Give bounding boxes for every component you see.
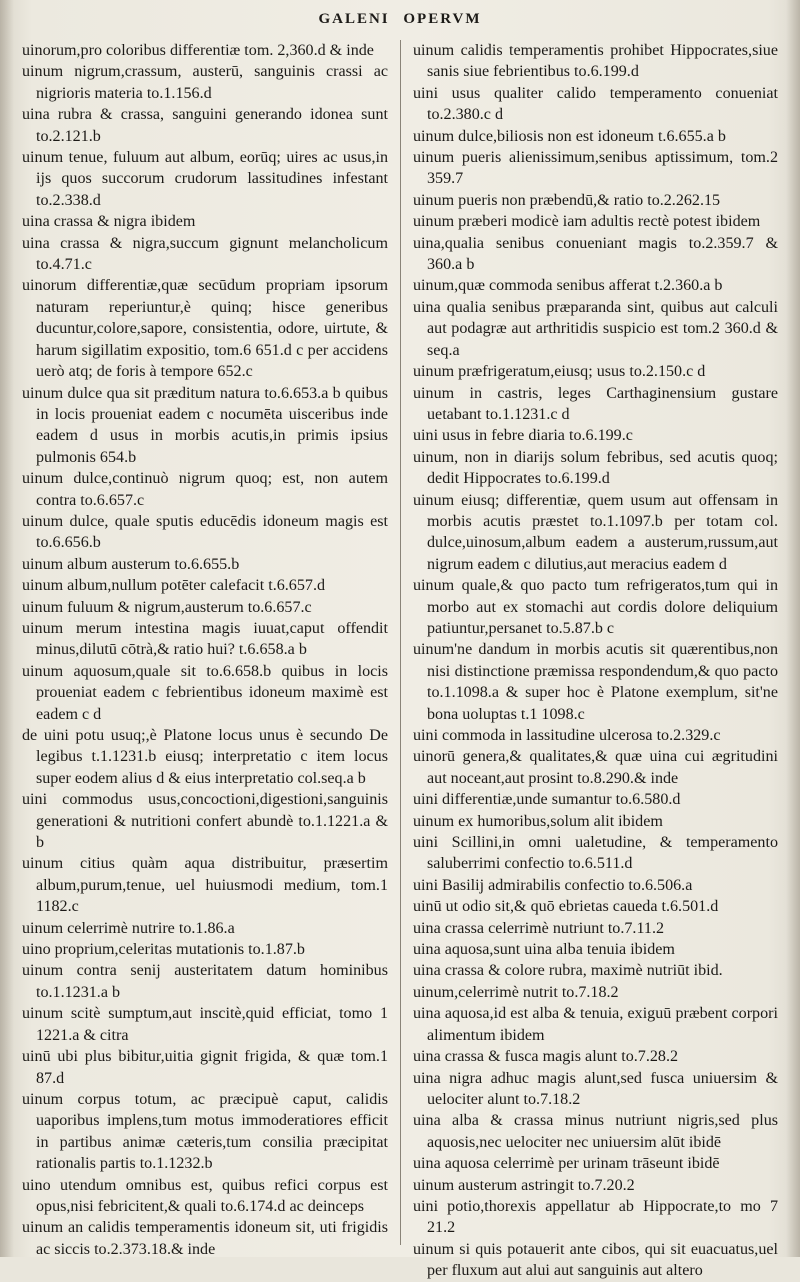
- index-columns: [22, 40, 778, 1280]
- header-word-operum: OPERVM: [403, 11, 482, 27]
- index-entry: uini Scillini,in omni ualetudine, & temperamento saluberrimi confectio to.6.511.d: [413, 834, 778, 873]
- index-entry: uinum aquosum,quale sit to.6.658.b quibus in locis proueniat eadem c febrientibus idoneum maximè est eadem c d: [22, 662, 388, 723]
- index-entry: uinum scitè sumptum,aut inscitè,quid efficiat, tomo 1 1221.a & citra: [22, 1005, 388, 1044]
- index-entry: uini usus in febre diaria to.6.199.c: [413, 427, 633, 445]
- index-entry: uina aquosa celerrimè per urinam trāseunt ibidē: [413, 1155, 720, 1173]
- index-entry: uina crassa & fusca magis alunt to.7.28.2: [413, 1048, 679, 1066]
- index-entry: uinum album,nullum potēter calefacit t.6.657.d: [22, 577, 326, 595]
- index-entry: uini Basilij admirabilis confectio to.6.506.a: [413, 876, 693, 894]
- index-entry: uina rubra & crassa, sanguini generando idonea sunt to.2.121.b: [22, 106, 388, 145]
- index-entry: uinum calidis temperamentis prohibet Hippocrates,siue sanis siue febrientibus to.6.199.d: [413, 42, 778, 81]
- index-entry: uinum dulce, quale sputis educēdis idoneum magis est to.6.656.b: [22, 512, 388, 552]
- index-entry: uino proprium,celeritas mutationis to.1.87.b: [22, 941, 305, 959]
- index-entry: uini usus qualiter calido temperamento conueniat to.2.380.c d: [413, 84, 778, 124]
- left-column: [22, 40, 400, 1258]
- index-entry: uina,qualia senibus conueniant magis to.2.359.7 & 360.a b: [413, 234, 778, 274]
- right-column: [400, 40, 778, 1280]
- index-entry: uinorum differentiæ,quæ secūdum propriam ipsorum naturam reperiuntur,è quinq; hisce generibus ducuntur,colore,sapore, consistentia, odore, uirtute, & harum sigillatim expositio, tom.6 651.d c per accidens uerò atq; de foris à tempore 652.c: [22, 277, 388, 381]
- index-entry: uini differentiæ,unde sumantur to.6.580.d: [413, 791, 681, 809]
- index-entry: uinorum,pro coloribus differentiæ tom. 2,360.d & inde: [22, 42, 374, 59]
- index-entry: uinum,quæ commoda senibus afferat t.2.360.a b: [413, 277, 723, 295]
- index-entry: uinum tenue, fuluum aut album, eorūq; uires ac usus,in ijs quos succorum crudorum lassitudines infestant to.2.338.d: [22, 149, 388, 209]
- index-entry: uinū ubi plus bibitur,uitia gignit frigida, & quæ tom.1 87.d: [22, 1048, 388, 1087]
- index-entry: uinum dulce,continuò nigrum quoq; est, non autem contra to.6.657.c: [22, 470, 388, 509]
- index-entry: uina crassa & colore rubra, maximè nutriūt ibid.: [413, 962, 723, 980]
- index-entry: uini commodus usus,concoctioni,digestioni,sanguinis generationi & nutritioni confert abundè to.1.1221.a & b: [22, 791, 388, 852]
- index-entry: uinum nigrum,crassum, austerū, sanguinis crassi ac nigrioris materia to.1.156.d: [22, 63, 388, 102]
- index-entry: uina crassa & nigra ibidem: [22, 213, 196, 231]
- index-entry: uina crassa & nigra,succum gignunt melancholicum to.4.71.c: [22, 234, 388, 274]
- index-entry: uini commoda in lassitudine ulcerosa to.2.329.c: [413, 727, 721, 744]
- index-entry: uinum celerrimè nutrire to.1.86.a: [22, 919, 235, 937]
- index-entry: uina alba & crassa minus nutriunt nigris,sed plus aquosis,nec uelociter nec uniuersim alūt ibidē: [413, 1112, 778, 1151]
- index-entry: uina aquosa,id est alba & tenuia, exiguū præbent corpori alimentum ibidem: [413, 1005, 778, 1044]
- index-entry: uina aquosa,sunt uina alba tenuia ibidem: [413, 941, 675, 959]
- index-entry: uinum merum intestina magis iuuat,caput offendit minus,dilutū cōtrà,& ratio hui? t.6.658.a b: [22, 619, 388, 659]
- index-entry: uino utendum omnibus est, quibus refici corpus est opus,nisi febricitent,& quali to.6.174.d ac deinceps: [22, 1176, 388, 1215]
- index-entry: uinum præfrigeratum,eiusq; usus to.2.150.c d: [413, 363, 706, 381]
- page-edge-shadow-left: [0, 0, 14, 1257]
- index-entry: uinū ut odio sit,& quō ebrietas caueda t.6.501.d: [413, 898, 719, 916]
- running-header: [0, 2, 800, 36]
- index-entry: uinum contra senij austeritatem datum hominibus to.1.1231.a b: [22, 962, 388, 1001]
- index-entry: uinum dulce qua sit præditum natura to.6.653.a b quibus in locis proueniat eadem c nocumēta uisceribus inde eadem d usus in morbis acutis,in primis ipsius pulmonis 654.b: [22, 384, 388, 466]
- index-entry: uina crassa celerrimè nutriunt to.7.11.2: [413, 919, 665, 937]
- index-entry: uinum album austerum to.6.655.b: [22, 555, 240, 573]
- index-entry: uinum'ne dandum in morbis acutis sit quærentibus,non nisi distinctione præmissa respondendum,& quo pacto to.1.1098.a & super hoc è Platone exemplum, sit'ne bona uoluptas t.1 1098.c: [413, 641, 778, 723]
- index-entry: uinum in castris, leges Carthaginensium gustare uetabant to.1.1231.c d: [413, 384, 778, 423]
- index-entry: uinum an calidis temperamentis idoneum sit, uti frigidis ac siccis to.2.373.18.& inde: [22, 1219, 388, 1258]
- index-entry: de uini potu usuq;,è Platone locus unus è secundo De legibus t.1.1231.b eiusq; interpretatio c item locus super eodem alius d & eius interpretatio col.seq.a b: [22, 727, 388, 787]
- index-entry: uinum pueris non præbendū,& ratio to.2.262.15: [413, 191, 721, 209]
- page-edge-shadow-right: [786, 0, 800, 1257]
- index-entry: uinum quale,& quo pacto tum refrigeratos,tum qui in morbo aut ex stomachi aut cordis dolore deliquium patiuntur,persanet to.5.87.b c: [413, 577, 778, 637]
- index-entry: uinum austerum astringit to.7.20.2: [413, 1176, 635, 1194]
- index-entry: uinum si quis potauerit ante cibos, qui sit euacuatus,uel per fluxum aut alui aut sanguinis aut altero: [413, 1240, 778, 1280]
- header-word-galeni: GALENI: [318, 11, 390, 27]
- index-entry: uinum ex humoribus,solum alit ibidem: [413, 812, 663, 830]
- index-entry: uinum corpus totum, ac præcipuè caput, calidis uaporibus implens,tum motus immoderatiores efficit in partibus animæ cæteris,tum consilia præcipitat rationalis partis to.1.1232.b: [22, 1090, 388, 1173]
- index-entry: uinum fuluum & nigrum,austerum to.6.657.c: [22, 598, 312, 616]
- index-entry: uinum citius quàm aqua distribuitur, præsertim album,purum,tenue, uel huiusmodi medium, tom.1 1182.c: [22, 855, 388, 916]
- index-entry: uinum,celerrimè nutrit to.7.18.2: [413, 983, 619, 1001]
- index-entry: uinum præberi modicè iam adultis rectè potest ibidem: [413, 213, 761, 231]
- index-entry: uini potio,thorexis appellatur ab Hippocrate,to mo 7 21.2: [413, 1197, 778, 1237]
- index-entry: uinum dulce,biliosis non est idoneum t.6.655.a b: [413, 127, 726, 145]
- index-entry: uinorū genera,& qualitates,& quæ uina cui ægritudini aut noceant,aut prosint to.8.290.& inde: [413, 748, 778, 787]
- index-entry: uinum pueris alienissimum,senibus aptissimum, tom.2 359.7: [413, 149, 778, 188]
- index-entry: uinum eiusq; differentiæ, quem usum aut offensam in morbis acutis præstet to.1.1097.b per totam col. dulce,uinosum,album eadem a austerum,russum,aut nigrum eadem c dilutius,aut meracius eadem d: [413, 491, 778, 573]
- index-entry: uina qualia senibus præparanda sint, quibus aut calculi aut podagræ aut arthritidis suspicio est tom.2 360.d & seq.a: [413, 298, 778, 359]
- index-entry: uina nigra adhuc magis alunt,sed fusca uniuersim & uelociter alunt to.7.18.2: [413, 1069, 778, 1108]
- index-entry: uinum, non in diarijs solum febribus, sed acutis quoq; dedit Hippocrates to.6.199.d: [413, 448, 778, 488]
